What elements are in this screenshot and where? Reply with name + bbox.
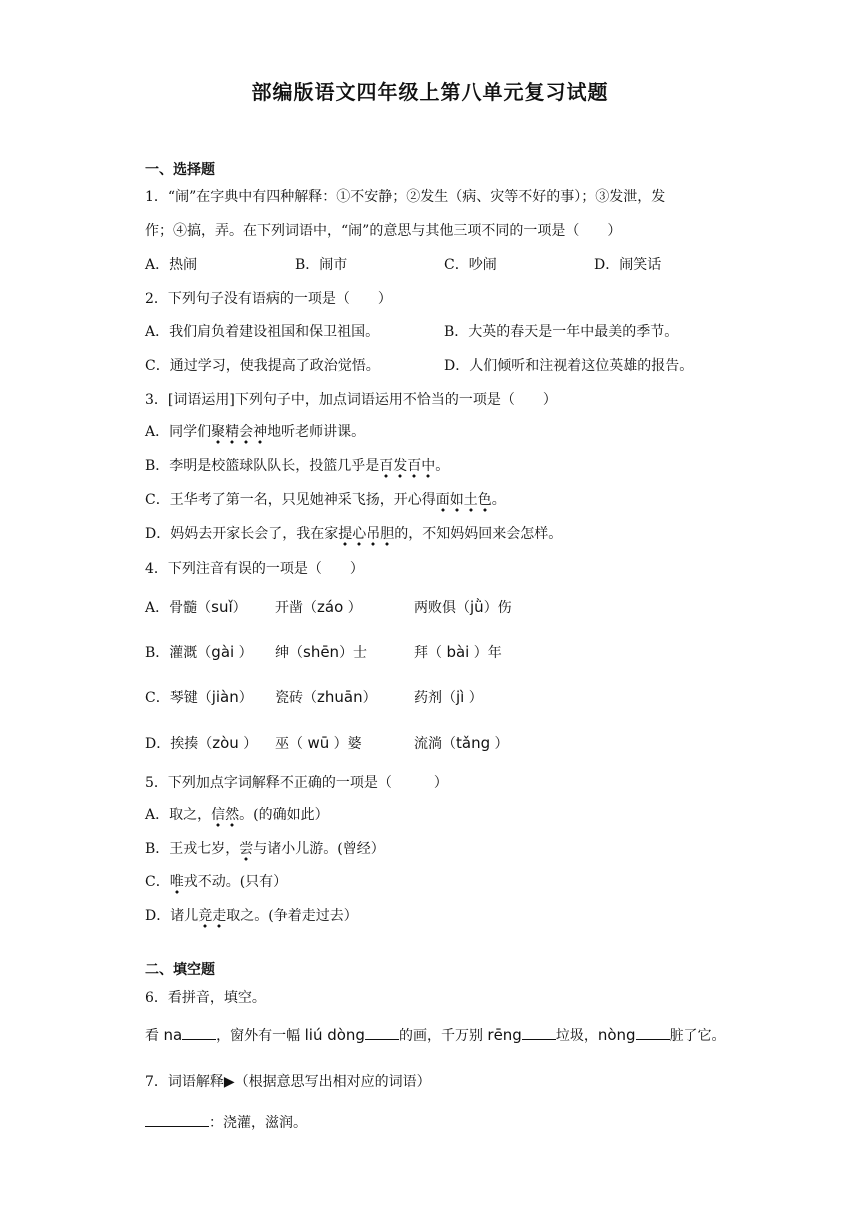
question-3-option-c	[145, 489, 506, 509]
option-text: D．诸儿	[145, 908, 199, 924]
item-text: B．灌溉（	[145, 645, 212, 661]
question-7-stem: 7．词语解释▶（根据意思写出相对应的词语）	[145, 1074, 431, 1090]
option-text: 取之。(争着走过去）	[226, 908, 358, 924]
option-text: 戎不动。(只有）	[183, 874, 288, 890]
item-text: 流淌（	[414, 736, 456, 752]
question-7-line	[145, 1112, 307, 1132]
item-text: 两败俱（	[414, 600, 470, 616]
dotted-word: 竞走	[198, 908, 226, 929]
dotted-word: 百发百中	[379, 458, 435, 479]
item-text: 绅（	[275, 645, 303, 661]
question-2-option-d: D．人们倾听和注视着这位英雄的报告。	[444, 358, 694, 374]
question-1-option-b: B．闹市	[295, 257, 348, 273]
pinyin: nòng	[597, 1026, 636, 1044]
question-1-option-c: C．吵闹	[444, 257, 497, 273]
question-3-stem: 3．[词语运用]下列句子中，加点词语运用不恰当的一项是（ ）	[145, 392, 557, 408]
pinyin: liú dòng	[304, 1026, 365, 1044]
question-4-item	[275, 687, 377, 707]
option-text: 。	[491, 492, 506, 508]
item-text: ）	[464, 690, 483, 706]
answer-blank[interactable]	[636, 1025, 670, 1040]
option-text: 与诸小儿游。(曾经）	[253, 841, 385, 857]
option-text: 地听老师讲课。	[267, 424, 366, 440]
body-text: 的画，千万别	[398, 1028, 488, 1044]
question-4-item	[414, 733, 509, 753]
pinyin: zhuān	[317, 688, 363, 706]
option-text: B．李明是校篮球队队长，投篮几乎是	[145, 458, 380, 474]
question-3-option-a	[145, 421, 365, 441]
section-heading-choice: 一、选择题	[145, 162, 215, 178]
question-4-item	[145, 642, 253, 662]
item-text: ）	[343, 600, 362, 616]
dotted-word: 提心吊胆	[338, 526, 394, 547]
question-3-option-b	[145, 455, 449, 475]
item-text: 拜（	[414, 645, 447, 661]
option-text: C．王华考了第一名，只见她神采飞扬，开心得	[145, 492, 436, 508]
answer-blank[interactable]	[182, 1025, 216, 1040]
item-text: ）婆	[329, 736, 362, 752]
item-text: A．骨髓（	[145, 600, 212, 616]
pinyin: rēng	[487, 1026, 522, 1044]
pinyin: jiàn	[211, 688, 239, 706]
body-text: ，窗外有一幅	[216, 1028, 305, 1044]
item-text: ）	[238, 690, 253, 706]
question-4-item	[414, 642, 502, 662]
question-3-option-d	[145, 523, 562, 543]
pinyin: na	[163, 1026, 183, 1044]
item-text: ）伤	[483, 600, 512, 616]
option-text: D．妈妈去开家长会了，我在家	[145, 526, 339, 542]
answer-blank[interactable]	[365, 1025, 399, 1040]
body-text: 脏了它。	[669, 1028, 726, 1044]
question-4-stem: 4．下列注音有误的一项是（ ）	[145, 561, 364, 577]
item-text: ）年	[469, 645, 502, 661]
page-title: 部编版语文四年级上第八单元复习试题	[251, 80, 609, 104]
definition-text: ：浇灌，滋润。	[209, 1115, 307, 1131]
question-5-stem: 5．下列加点字词解释不正确的一项是（ ）	[145, 775, 448, 791]
question-4-item	[145, 733, 257, 753]
item-text: D．挨揍（	[145, 736, 213, 752]
pinyin: gài	[211, 643, 235, 661]
section-heading-fill: 二、填空题	[145, 962, 215, 978]
question-4-item	[145, 597, 247, 617]
item-text: ）	[232, 600, 247, 616]
question-4-item	[414, 687, 483, 707]
pinyin: zòu	[212, 734, 239, 752]
dotted-word: 信然	[211, 807, 239, 828]
question-4-item	[275, 642, 367, 662]
pinyin: suǐ	[211, 598, 233, 616]
body-text: 看	[145, 1028, 164, 1044]
question-5-option-d	[145, 905, 358, 925]
answer-blank[interactable]	[522, 1025, 556, 1040]
option-text: B．王戎七岁，	[145, 841, 240, 857]
question-1-option-d: D．闹笑话	[594, 257, 662, 273]
question-2-option-b: B．大英的春天是一年中最美的季节。	[444, 324, 679, 340]
question-1-stem-line2: 作；④搞，弄。在下列词语中，“闹”的意思与其他三项不同的一项是（ ）	[145, 223, 622, 239]
item-text: ）	[234, 645, 253, 661]
question-2-stem: 2．下列句子没有语病的一项是（ ）	[145, 291, 392, 307]
item-text: ）士	[339, 645, 368, 661]
pinyin: shēn	[303, 643, 340, 661]
dotted-word: 聚精会神	[211, 424, 267, 445]
pinyin: jǜ	[470, 598, 484, 616]
option-text: A．取之，	[145, 807, 212, 823]
question-6-stem: 6．看拼音，填空。	[145, 990, 266, 1006]
option-text: 的，不知妈妈回来会怎样。	[394, 526, 563, 542]
body-text: 垃圾，	[555, 1028, 598, 1044]
question-1-stem-line1: 1．“闹”在字典中有四种解释：①不安静；②发生（病、灾等不好的事）；③发泄，发	[145, 189, 666, 205]
question-4-item	[275, 733, 362, 753]
question-6-body	[145, 1025, 726, 1045]
pinyin: jì	[456, 688, 465, 706]
question-1-option-a: A．热闹	[145, 257, 198, 273]
pinyin: bài	[446, 643, 470, 661]
item-text: C．琴键（	[145, 690, 212, 706]
item-text: 开凿（	[275, 600, 317, 616]
pinyin: wū	[307, 734, 330, 752]
dotted-word: 尝	[239, 841, 253, 862]
question-5-option-c	[145, 871, 287, 891]
question-2-option-a: A．我们肩负着建设祖国和保卫祖国。	[145, 324, 380, 340]
question-2-option-c: C．通过学习，使我提高了政治觉悟。	[145, 358, 380, 374]
question-4-item	[145, 687, 253, 707]
dotted-word: 面如土色	[436, 492, 492, 513]
item-text: 巫（	[275, 736, 308, 752]
item-text: 药剂（	[414, 690, 456, 706]
answer-blank[interactable]	[145, 1112, 209, 1127]
option-text: C．	[145, 874, 170, 890]
pinyin: záo	[317, 598, 344, 616]
item-text: ）	[362, 690, 377, 706]
option-text: 。	[435, 458, 450, 474]
question-4-item	[275, 597, 362, 617]
item-text: ）	[490, 736, 509, 752]
question-5-option-b	[145, 838, 385, 858]
question-5-option-a	[145, 804, 329, 824]
question-4-item	[414, 597, 512, 617]
pinyin: tǎng	[456, 734, 491, 752]
option-text: 。(的确如此）	[239, 807, 329, 823]
item-text: 瓷砖（	[275, 690, 317, 706]
option-text: A．同学们	[145, 424, 212, 440]
dotted-word: 唯	[170, 874, 184, 895]
item-text: ）	[238, 736, 258, 752]
